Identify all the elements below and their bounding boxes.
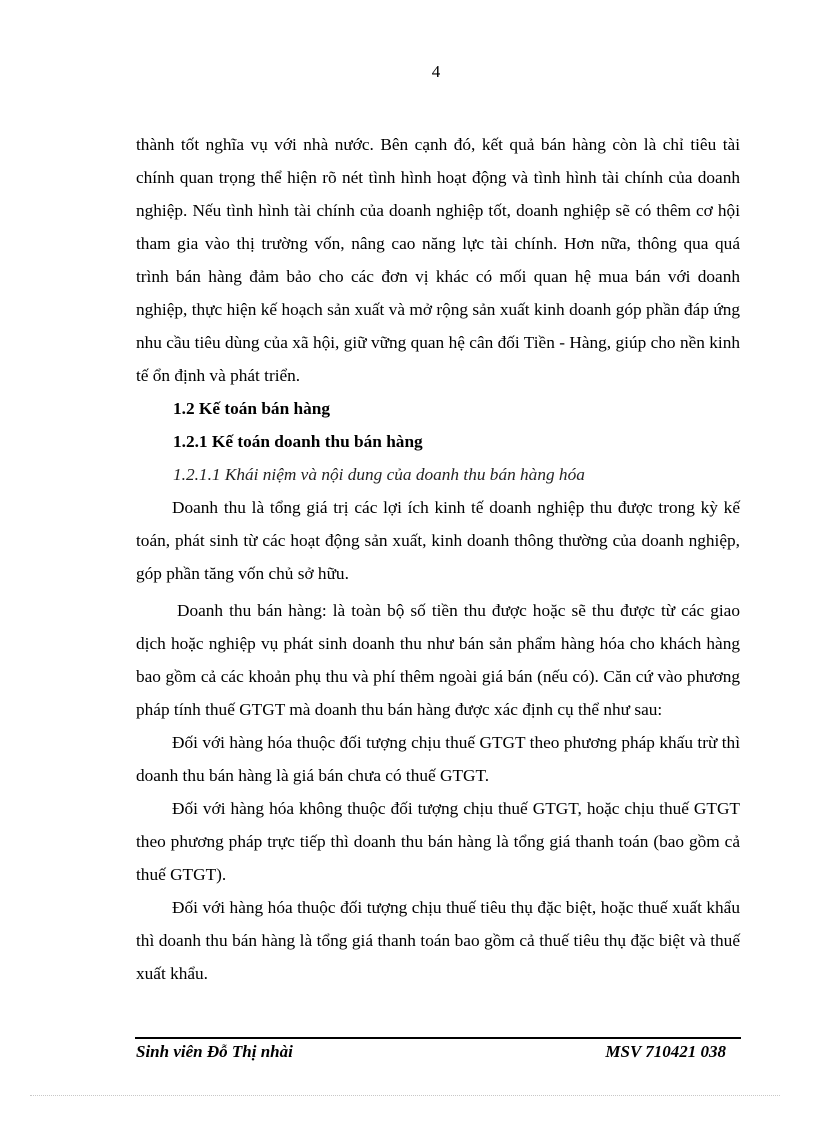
section-heading-1-2: 1.2 Kế toán bán hàng (173, 399, 331, 418)
page-bottom-border (30, 1095, 780, 1096)
footer-student-id: MSV 710421 038 (605, 1042, 726, 1061)
page-number: 4 (431, 62, 441, 81)
document-body (136, 128, 740, 990)
section-heading-1-2-1-1: 1.2.1.1 Khái niệm và nội dung của doanh thu bán hàng hóa (173, 465, 585, 484)
footer-divider (135, 1037, 741, 1039)
footer-student-name: Sinh viên Đỗ Thị nhài (136, 1042, 293, 1061)
paragraph-sales-revenue: Doanh thu bán hàng: là toàn bộ số tiền thu được hoặc sẽ thu được từ các giao dịch hoặc nghiệp vụ phát sinh doanh thu như bán sản phẩm hàng hóa cho khách hàng bao gồm cả các khoản phụ thu và phí thêm ngoài giá bán (nếu có). Căn cứ vào phương pháp tính thuế GTGT mà doanh thu bán hàng được xác định cụ thể như sau: (136, 601, 740, 719)
page-footer (136, 1042, 726, 1062)
intro-paragraph: thành tốt nghĩa vụ với nhà nước. Bên cạnh đó, kết quả bán hàng còn là chỉ tiêu tài chính quan trọng thể hiện rõ nét tình hình hoạt động và tình hình tài chính của doanh nghiệp. Nếu tình hình tài chính của doanh nghiệp tốt, doanh nghiệp sẽ có thêm cơ hội tham gia vào thị trường vốn, nâng cao năng lực tài chính. Hơn nữa, thông qua quá trình bán hàng đảm bảo cho các đơn vị khác có mối quan hệ mua bán với doanh nghiệp, thực hiện kế hoạch sản xuất và mở rộng sản xuất kinh doanh góp phần đáp ứng nhu cầu tiêu dùng của xã hội, giữ vững quan hệ cân đối Tiền - Hàng, giúp cho nền kinh tế ổn định và phát triển. (136, 135, 740, 385)
paragraph-special-tax: Đối với hàng hóa thuộc đối tượng chịu thuế tiêu thụ đặc biệt, hoặc thuế xuất khẩu thì doanh thu bán hàng là tổng giá thanh toán bao gồm cả thuế tiêu thụ đặc biệt và thuế xuất khẩu. (136, 898, 740, 983)
paragraph-deduction-method: Đối với hàng hóa thuộc đối tượng chịu thuế GTGT theo phương pháp khấu trừ thì doanh thu bán hàng là giá bán chưa có thuế GTGT. (136, 733, 740, 785)
paragraph-revenue-definition: Doanh thu là tổng giá trị các lợi ích kinh tế doanh nghiệp thu được trong kỳ kế toán, phát sinh từ các hoạt động sản xuất, kinh doanh thông thường của doanh nghiệp, góp phần tăng vốn chủ sở hữu. (136, 498, 740, 583)
section-heading-1-2-1: 1.2.1 Kế toán doanh thu bán hàng (173, 432, 423, 451)
paragraph-direct-method: Đối với hàng hóa không thuộc đối tượng chịu thuế GTGT, hoặc chịu thuế GTGT theo phương pháp trực tiếp thì doanh thu bán hàng là tổng giá thanh toán (bao gồm cả thuế GTGT). (136, 799, 740, 884)
